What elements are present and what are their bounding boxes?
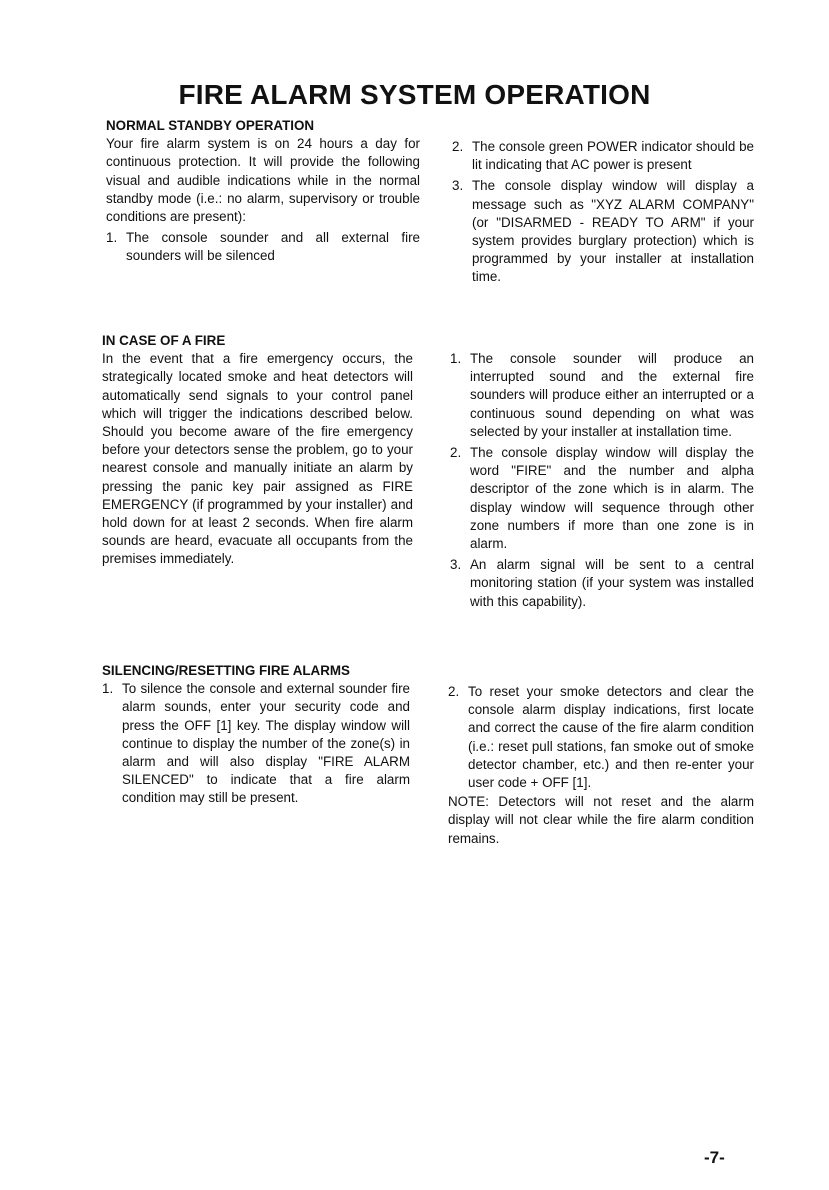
- list-item: [448, 683, 754, 792]
- normal-standby-heading: NORMAL STANDBY OPERATION: [106, 118, 315, 133]
- item-text: To reset your smoke detectors and clear the console alarm display indications, first locate and correct the cause of the fire alarm condition (i.e.: reset pull stations, fan smoke out of smoke detector chamber, etc.) and then re-enter your user code + OFF [1].: [468, 684, 754, 791]
- normal-standby-right: [452, 138, 754, 287]
- item-number: 3.: [450, 557, 462, 573]
- item-number: 2.: [452, 139, 464, 154]
- item-number: 3.: [452, 178, 464, 194]
- item-number: 2.: [448, 684, 460, 699]
- silencing-right: [448, 683, 754, 848]
- normal-standby-intro: Your fire alarm system is on 24 hours a day for continuous protection. It will provide the following visual and audible indications while in the normal standby mode (i.e.: no alarm, supervisory or trouble conditions are present):: [106, 136, 420, 225]
- list-item: [450, 350, 754, 441]
- list-item: [450, 444, 754, 553]
- item-text: The console sounder and all external fire sounders will be silenced: [126, 230, 420, 264]
- item-text: The console green POWER indicator should be lit indicating that AC power is present: [472, 139, 754, 173]
- item-number: 1.: [102, 681, 114, 697]
- list-item: [452, 138, 754, 174]
- normal-standby-left: [106, 117, 420, 266]
- fire-case-intro: In the event that a fire emergency occurs, the strategically located smoke and heat detectors will automatically send signals to your control panel which will trigger the indications described below. Should you become aware of the fire emergency before your detectors sense the problem, go to your nearest console and manually initiate an alarm by pressing the panic key pair assigned as FIRE EMERGENCY (if programmed by your installer) and hold down for at least 2 seconds. When fire alarm sounds are heard, evacuate all occupants from the premises immediately.: [102, 351, 413, 567]
- list-item: [102, 680, 410, 807]
- note-text: NOTE: Detectors will not reset and the alarm display will not clear while the fire alarm condition remains.: [448, 794, 754, 846]
- item-number: 1.: [106, 230, 118, 246]
- fire-case-right: [450, 350, 754, 611]
- item-text: To silence the console and external sounder fire alarm sounds, enter your security code and press the OFF [1] key. The display window will continue to display the number of the zone(s) in alarm and will also display "FIRE ALARM SILENCED" to indicate that a fire alarm condition may still be present.: [122, 681, 410, 806]
- item-number: 1.: [450, 351, 462, 366]
- silencing-heading: SILENCING/RESETTING FIRE ALARMS: [102, 663, 350, 678]
- page-number: -7-: [704, 1148, 725, 1167]
- list-item: [106, 229, 420, 265]
- item-text: The console display window will display the word "FIRE" and the number and alpha descriptor of the zone which is in alarm. The display window will sequence through other zone numbers if more than one zone is in alarm.: [470, 445, 754, 552]
- item-text: The console display window will display a message such as "XYZ ALARM COMPANY" (or "DISARMED - READY TO ARM" if your system provides burglary protection) which is programmed by your installer at installation time.: [472, 178, 754, 285]
- item-number: 2.: [450, 445, 462, 461]
- fire-case-heading: IN CASE OF A FIRE: [102, 333, 226, 348]
- item-text: An alarm signal will be sent to a central monitoring station (if your system was installed with this capability).: [470, 557, 754, 609]
- fire-case-left: [102, 332, 413, 569]
- item-text: The console sounder will produce an interrupted sound and the external fire sounders will produce either an interrupted or a continuous sound depending on what was selected by your installer at installation time.: [470, 351, 754, 439]
- page-title: FIRE ALARM SYSTEM OPERATION: [178, 79, 651, 110]
- list-item: [452, 177, 754, 286]
- list-item: [450, 556, 754, 611]
- silencing-left: [102, 662, 410, 808]
